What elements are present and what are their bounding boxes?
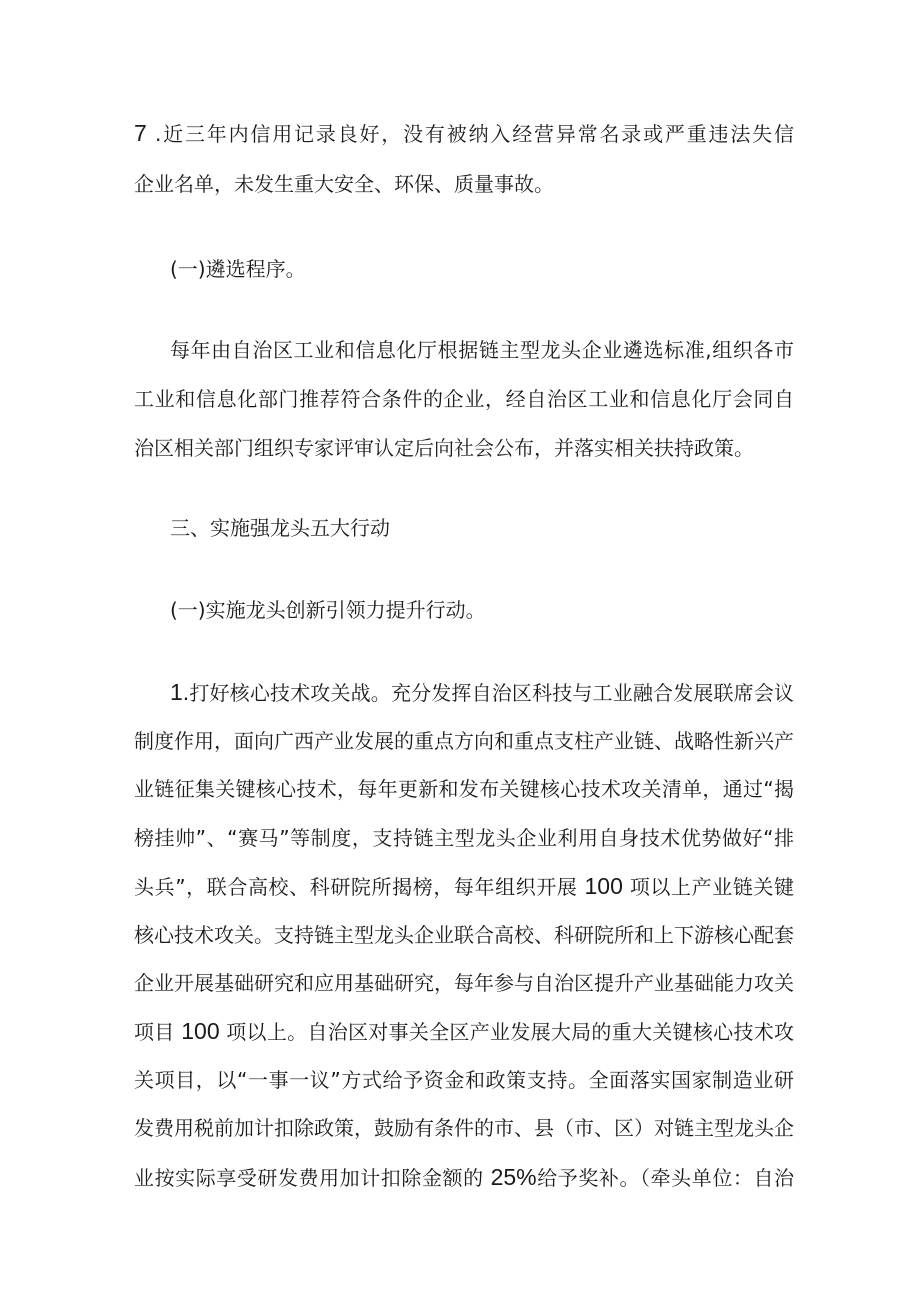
text: 项以上产业链关键	[629, 875, 795, 899]
paragraph-1-line-5	[134, 874, 794, 899]
heading-section-three: 三、实施强龙头五大行动	[170, 516, 390, 540]
text: 项以上。自治区对事关全区产业发展大局的重大关键核心技术攻	[226, 1020, 795, 1044]
item-number: 7	[134, 120, 147, 146]
number-100: 100	[181, 1018, 220, 1044]
paragraph-7-line-2: 企业名单，未发生重大安全、环保、质量事故。	[134, 172, 554, 196]
number-25-percent: 25%	[490, 1164, 537, 1190]
number-100: 100	[584, 873, 623, 899]
heading-selection-procedure: (一)遴选程序。	[170, 257, 306, 281]
text: .近三年内信用记录良好，没有被纳入经营异常名录或严重违法失信	[146, 122, 794, 146]
paragraph-selection-line-1: 每年由自治区工业和信息化厅根据链主型龙头企业遴选标准,组织各市	[170, 338, 794, 362]
text: 打好核心技术攻关战。充分发挥自治区科技与工业融合发展联席会议	[189, 681, 794, 705]
text: 给予奖补。（牵头单位：自治	[536, 1166, 795, 1190]
paragraph-1-line-2: 制度作用，面向广西产业发展的重点方向和重点支柱产业链、战略性新兴产	[134, 729, 794, 753]
paragraph-1-line-9: 关项目，以“一事一议”方式给予资金和政策支持。全面落实国家制造业研	[134, 1068, 794, 1092]
paragraph-selection-line-3: 治区相关部门组织专家评审认定后向社会公布，并落实相关扶持政策。	[134, 436, 754, 460]
text: 业按实际享受研发费用加计扣除金额的	[134, 1166, 484, 1190]
text: 项目	[134, 1020, 175, 1044]
heading-innovation-action: (一)实施龙头创新引领力提升行动。	[170, 598, 486, 622]
paragraph-1-line-3: 业链征集关键核心技术，每年更新和发布关键核心技术攻关清单，通过“揭	[134, 777, 794, 801]
paragraph-1-line-7: 企业开展基础研究和应用基础研究，每年参与自治区提升产业基础能力攻关	[134, 971, 794, 995]
text: 头兵”，联合高校、科研院所揭榜，每年组织开展	[134, 875, 578, 899]
paragraph-selection-line-2: 工业和信息化部门推荐符合条件的企业，经自治区工业和信息化厅会同自	[134, 387, 794, 411]
paragraph-1-line-4: 榜挂帅”、“赛马”等制度，支持链主型龙头企业利用自身技术优势做好“排	[134, 826, 794, 850]
paragraph-1-line-6: 核心技术攻关。支持链主型龙头企业联合高校、科研院所和上下游核心配套	[134, 923, 794, 947]
paragraph-7-line-1	[134, 121, 794, 146]
paragraph-1-line-8	[134, 1019, 794, 1044]
paragraph-1-line-11	[134, 1165, 794, 1190]
paragraph-1-line-10: 发费用税前加计扣除政策，鼓励有条件的市、县（市、区）对链主型龙头企	[134, 1116, 794, 1140]
paragraph-1-line-1	[170, 680, 794, 705]
item-number: 1.	[170, 679, 190, 705]
